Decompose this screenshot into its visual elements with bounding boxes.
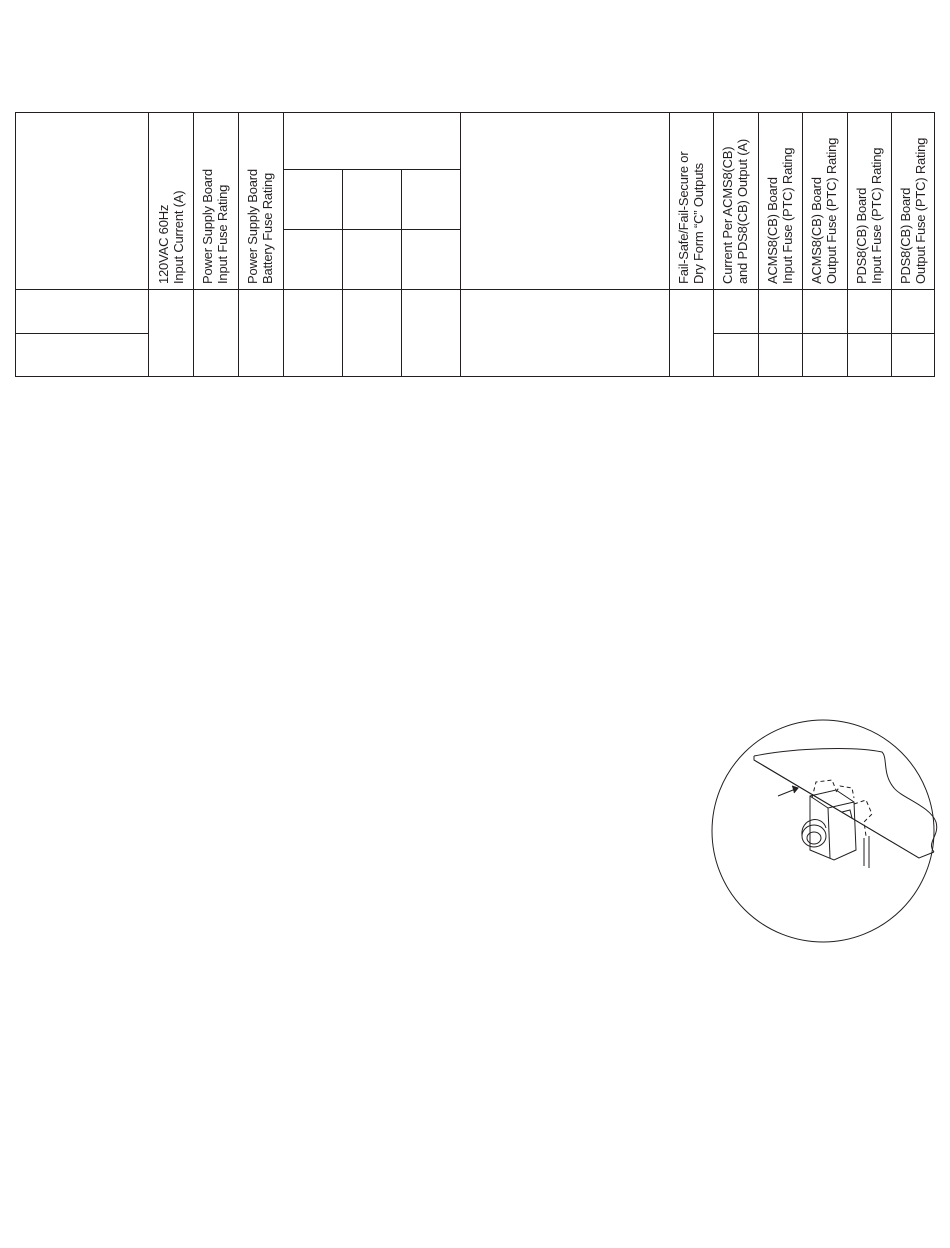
table-border-bottom <box>15 376 935 377</box>
standoff-mounting-illustration <box>704 718 944 948</box>
header-ps-battery-fuse <box>245 169 275 284</box>
table-divider <box>283 229 460 230</box>
table-divider <box>847 112 848 377</box>
header-line: Battery Fuse Rating <box>260 172 275 284</box>
table-divider <box>283 112 284 377</box>
header-line: and PDS8(CB) Output (A) <box>735 139 750 284</box>
table-divider <box>283 169 460 170</box>
header-line: Input Fuse (PTC) Rating <box>780 147 795 284</box>
header-line: Input Fuse Rating <box>215 184 230 284</box>
table-divider <box>460 112 461 377</box>
header-line: Dry Form “C” Outputs <box>691 163 706 284</box>
header-line: Power Supply Board <box>245 169 260 284</box>
header-pds-output-fuse <box>898 138 928 284</box>
header-line: 120VAC 60Hz <box>156 204 171 284</box>
header-line: Current Per ACMS8(CB) <box>720 146 735 284</box>
header-input-current <box>156 191 186 284</box>
table-header-bottom <box>15 289 935 290</box>
header-ps-input-fuse <box>200 169 230 284</box>
header-line: ACMS8(CB) Board <box>765 177 780 284</box>
header-line: ACMS8(CB) Board <box>809 177 824 284</box>
header-pds-input-fuse <box>854 148 884 284</box>
table-divider <box>758 112 759 377</box>
header-line: PDS8(CB) Board <box>898 187 913 284</box>
header-line: Power Supply Board <box>200 169 215 284</box>
header-fail-safe <box>676 152 706 284</box>
header-current-per-output <box>720 139 750 284</box>
header-line: Fail-Safe/Fail-Secure or <box>676 151 691 284</box>
specifications-table <box>15 112 935 377</box>
table-border-left <box>15 112 16 377</box>
table-border-top <box>15 112 935 113</box>
header-acms-output-fuse <box>809 138 839 284</box>
header-line: Input Current (A) <box>171 190 186 284</box>
table-divider <box>713 112 714 377</box>
header-line: Output Fuse (PTC) Rating <box>913 137 928 284</box>
header-line: Output Fuse (PTC) Rating <box>824 137 839 284</box>
table-divider <box>401 169 402 377</box>
table-divider <box>713 333 935 334</box>
table-divider <box>669 112 670 377</box>
table-divider <box>802 112 803 377</box>
header-line: PDS8(CB) Board <box>854 187 869 284</box>
table-border-right <box>934 112 935 377</box>
table-divider <box>238 112 239 377</box>
header-line: Input Fuse (PTC) Rating <box>869 147 884 284</box>
table-divider <box>15 333 148 334</box>
mounting-detail-drawing <box>704 718 944 948</box>
table-divider <box>342 169 343 377</box>
header-acms-input-fuse <box>765 148 795 284</box>
table-divider <box>891 112 892 377</box>
table-divider <box>193 112 194 377</box>
table-divider <box>148 112 149 377</box>
